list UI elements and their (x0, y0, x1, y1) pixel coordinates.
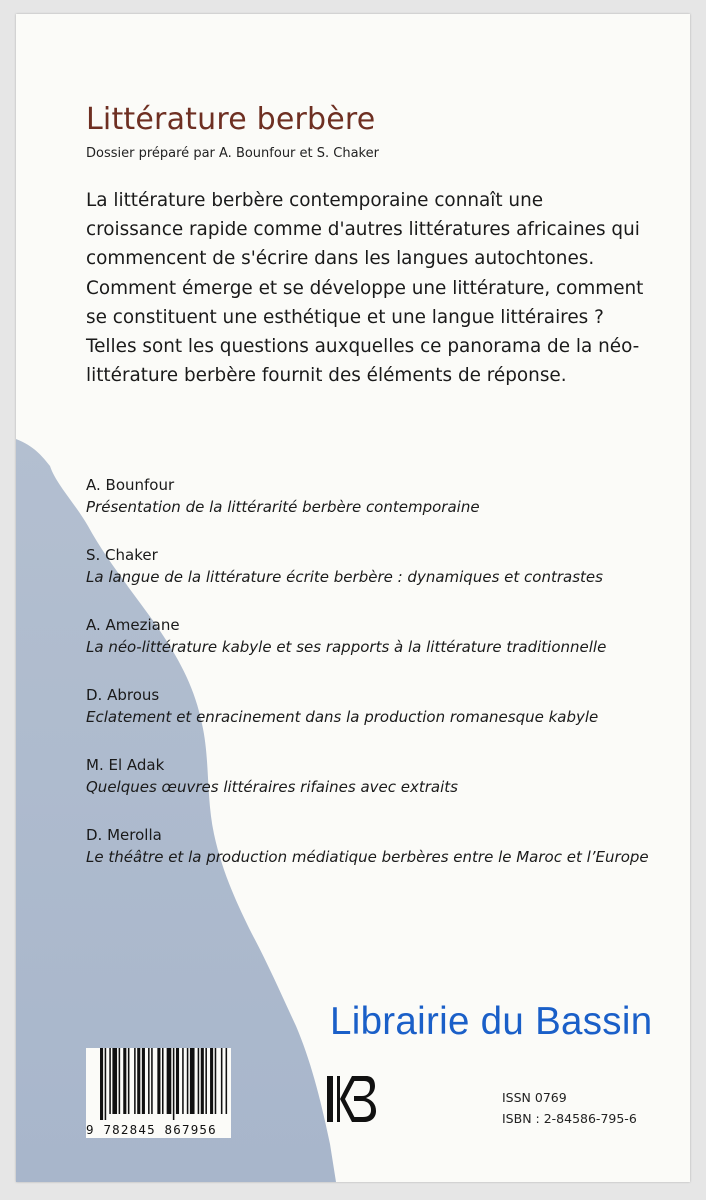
barcode-bar (123, 1048, 126, 1114)
barcode-bar (109, 1048, 111, 1114)
contents-entry (86, 754, 656, 798)
entry-author: D. Merolla (86, 826, 162, 844)
publisher-logo-icon (324, 1073, 378, 1125)
barcode-bar (100, 1048, 103, 1120)
barcode-bar (173, 1048, 175, 1120)
barcode-bar (112, 1048, 117, 1114)
entry-author: A. Ameziane (86, 616, 180, 634)
barcode-number: 9 782845 867956 (86, 1122, 217, 1137)
barcode-bar (137, 1048, 140, 1114)
barcode-bar (210, 1048, 213, 1114)
entry-work-title: Le théâtre et la production médiatique berbères entre le Maroc et l’Europe (86, 848, 649, 866)
entry-work-title: Présentation de la littérarité berbère contemporaine (86, 498, 480, 516)
barcode-bar (128, 1048, 130, 1114)
entry-author: M. El Adak (86, 756, 165, 774)
barcode-bar (215, 1048, 217, 1114)
shop-watermark: Librairie du Bassin (330, 1000, 653, 1043)
barcode-bar (190, 1048, 195, 1114)
barcode-bar (142, 1048, 145, 1114)
barcode-bar (148, 1048, 150, 1114)
contents-entry (86, 614, 656, 658)
barcode-bar (157, 1048, 160, 1114)
contents-entry (86, 474, 656, 518)
barcode-bar (221, 1048, 223, 1114)
barcode-bar (226, 1048, 228, 1114)
barcode-icon (86, 1048, 231, 1138)
barcode-bar (198, 1048, 200, 1114)
book-subtitle: Dossier préparé par A. Bounfour et S. Chaker (86, 146, 379, 161)
issn-number: ISSN 0769 (502, 1090, 567, 1105)
entry-work-title: La néo-littérature kabyle et ses rapports à la littérature traditionnelle (86, 638, 607, 656)
entry-work-title: La langue de la littérature écrite berbère : dynamiques et contrastes (86, 568, 603, 586)
barcode-bar (151, 1048, 153, 1114)
barcode-bar (182, 1048, 184, 1114)
contents-entry (86, 684, 656, 728)
barcode-bar (187, 1048, 189, 1114)
barcode-bar (201, 1048, 204, 1114)
barcode-bar (119, 1048, 121, 1114)
barcode-bar (205, 1048, 207, 1114)
back-cover (16, 14, 690, 1182)
entry-work-title: Eclatement et enracinement dans la production romanesque kabyle (86, 708, 599, 726)
barcode-bar (134, 1048, 136, 1114)
contents-entry (86, 824, 656, 868)
entry-author: D. Abrous (86, 686, 160, 704)
book-summary: La littérature berbère contemporaine connaît une croissance rapide comme d'autres littératures africaines qui commencent de s'écrire dans les langues autochtones. Comment émerge et se développe une littérature, comment se constituent une esthétique et une langue littéraires ? Telles sont les questions auxquelles ce panorama de la néo-littérature berbère fournit des éléments de réponse. (86, 190, 644, 387)
book-title: Littérature berbère (86, 102, 376, 137)
entry-author: A. Bounfour (86, 476, 175, 494)
barcode-bars (86, 1048, 231, 1120)
table-of-contents (86, 474, 656, 894)
barcode-bar (167, 1048, 172, 1114)
entry-work-title: Quelques œuvres littéraires rifaines avec extraits (86, 778, 458, 796)
barcode-bar (105, 1048, 107, 1120)
entry-author: S. Chaker (86, 546, 158, 564)
isbn-number: ISBN : 2-84586-795-6 (502, 1111, 637, 1126)
barcode-bar (176, 1048, 179, 1114)
contents-entry (86, 544, 656, 588)
barcode-bar (162, 1048, 164, 1114)
